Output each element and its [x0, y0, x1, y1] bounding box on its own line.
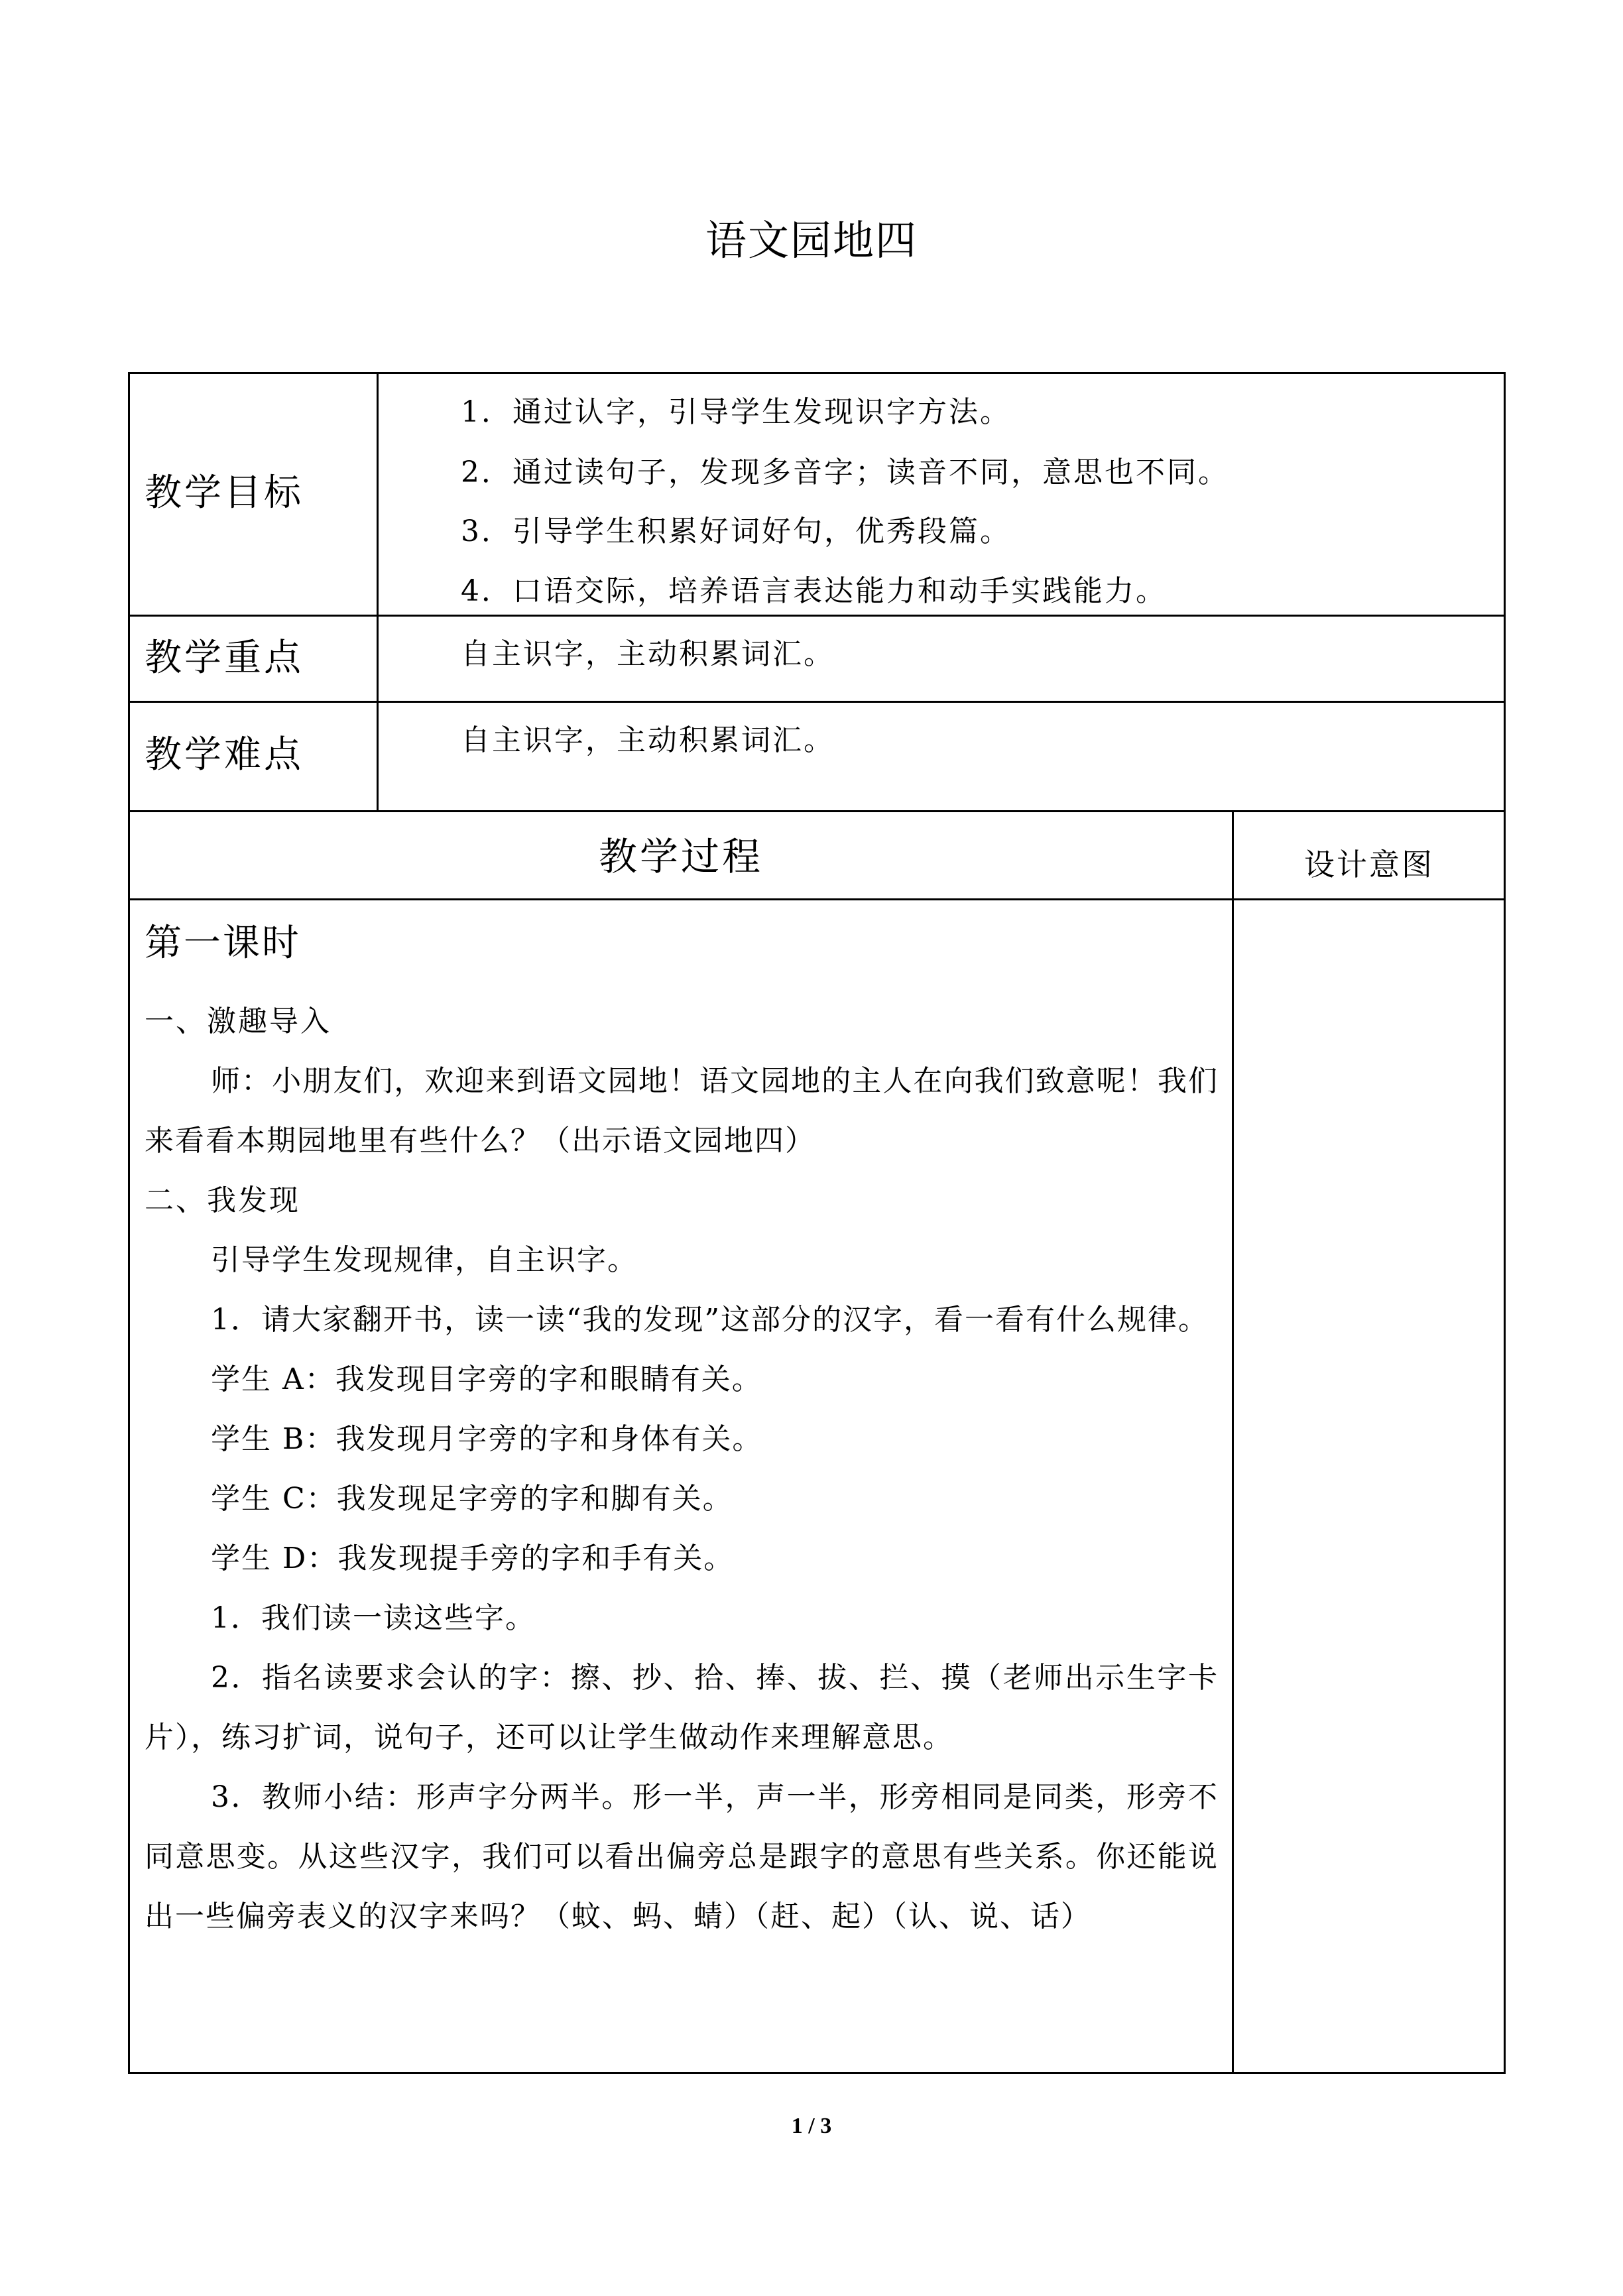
paragraph: 1．我们读一读这些字。: [211, 1601, 536, 1635]
page-title: 语文园地四: [705, 216, 918, 265]
table-border-bottom: [128, 2072, 1506, 2074]
difficulties-text: 自主识字，主动积累词汇。: [461, 723, 835, 757]
key-points-text: 自主识字，主动积累词汇。: [461, 637, 835, 671]
process-header: 教学过程: [598, 834, 763, 879]
paragraph: 学生 D：我发现提手旁的字和手有关。: [211, 1541, 735, 1575]
table-rule-goals: [128, 615, 1506, 617]
table-border-right: [1504, 372, 1506, 2074]
goal-item-4: 4．口语交际，培养语言表达能力和动手实践能力。: [461, 574, 1167, 608]
difficulties-label: 教学难点: [145, 733, 304, 776]
section-heading-intro: 一、激趣导入: [145, 1004, 331, 1038]
section-heading-discover: 二、我发现: [145, 1183, 300, 1217]
goal-item-1: 1．通过认字，引导学生发现识字方法。: [461, 395, 1011, 429]
table-rule-keypoints: [128, 701, 1506, 703]
key-points-label: 教学重点: [145, 636, 304, 680]
table-rule-process-header: [128, 898, 1506, 900]
goals-label: 教学目标: [145, 471, 304, 514]
goal-item-2: 2．通过读句子，发现多音字；读音不同，意思也不同。: [461, 455, 1229, 489]
process-body: [145, 914, 1219, 1947]
lesson-heading: 第一课时: [145, 922, 301, 965]
table-border-top: [128, 372, 1506, 374]
paragraph: 师：小朋友们，欢迎来到语文园地！语文园地的主人在向我们致意呢！我们来看看本期园地里有些什么？（出示语文园地四）: [145, 1064, 1219, 1158]
paragraph: 2．指名读要求会认的字：擦、抄、拾、捧、拔、拦、摸（老师出示生字卡片），练习扩词，说句子，还可以让学生做动作来理解意思。: [145, 1661, 1219, 1754]
table-rule-label-column: [377, 372, 379, 812]
paragraph: 学生 B：我发现月字旁的字和身体有关。: [211, 1422, 763, 1456]
page-number: 1 / 3: [791, 2114, 832, 2138]
goal-item-3: 3．引导学生积累好词好句，优秀段篇。: [461, 514, 1011, 548]
paragraph: 1．请大家翻开书，读一读“我的发现”这部分的汉字，看一看有什么规律。: [211, 1303, 1209, 1337]
table-rule-intent-column: [1232, 810, 1234, 2074]
table-border-left: [128, 372, 130, 2074]
design-intent-header: 设计意图: [1304, 847, 1434, 882]
table-rule-difficulties: [128, 810, 1506, 812]
paragraph: 引导学生发现规律，自主识字。: [211, 1243, 638, 1277]
paragraph: 3．教师小结：形声字分两半。形一半，声一半，形旁相同是同类，形旁不同意思变。从这些汉字，我们可以看出偏旁总是跟字的意思有些关系。你还能说出一些偏旁表义的汉字来吗？（蚊、蚂、蜻）（赶、起）（认、说、话）: [145, 1780, 1219, 1933]
paragraph: 学生 A：我发现目字旁的字和眼睛有关。: [211, 1362, 762, 1396]
paragraph: 学生 C：我发现足字旁的字和脚有关。: [211, 1482, 733, 1516]
